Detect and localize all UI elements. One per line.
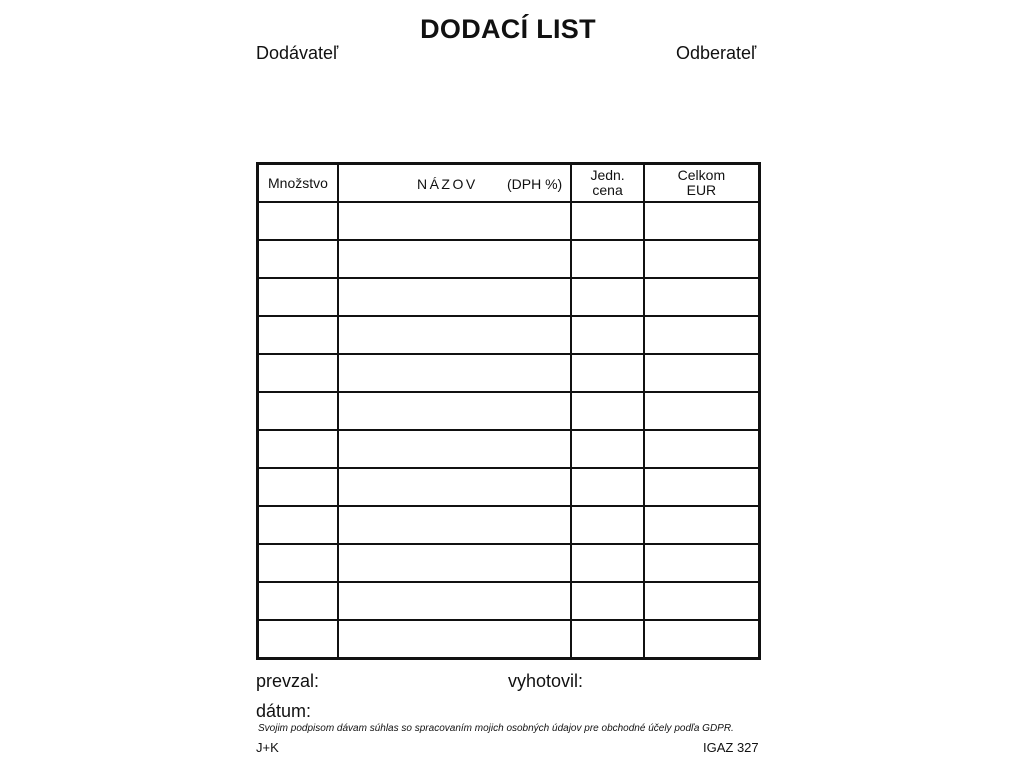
unit-price-cell bbox=[571, 278, 643, 316]
unit-price-cell bbox=[571, 354, 643, 392]
vat-header-label: (DPH %) bbox=[506, 176, 563, 192]
unit-price-cell bbox=[571, 582, 643, 620]
quantity-cell bbox=[258, 620, 338, 659]
name-cell bbox=[338, 392, 571, 430]
name-cell bbox=[338, 278, 571, 316]
total-header-line1: Celkom bbox=[677, 167, 726, 183]
unit-price-cell bbox=[571, 392, 643, 430]
unit-price-header bbox=[571, 164, 643, 203]
name-header bbox=[338, 164, 571, 203]
total-cell bbox=[644, 468, 760, 506]
unit-price-cell bbox=[571, 240, 643, 278]
quantity-cell bbox=[258, 316, 338, 354]
publisher-mark: J+K bbox=[256, 740, 279, 755]
unit-price-cell bbox=[571, 468, 643, 506]
quantity-cell bbox=[258, 202, 338, 240]
total-cell bbox=[644, 544, 760, 582]
form-code: IGAZ 327 bbox=[703, 740, 759, 755]
table-row bbox=[258, 468, 760, 506]
table-row bbox=[258, 202, 760, 240]
prepared-by-label: vyhotovil: bbox=[508, 671, 584, 691]
total-header bbox=[644, 164, 760, 203]
total-cell bbox=[644, 202, 760, 240]
quantity-cell bbox=[258, 392, 338, 430]
customer-label: Odberateľ bbox=[676, 43, 757, 63]
quantity-header: Množstvo bbox=[258, 164, 338, 203]
quantity-cell bbox=[258, 430, 338, 468]
total-cell bbox=[644, 392, 760, 430]
name-cell bbox=[338, 544, 571, 582]
unit-price-cell bbox=[571, 620, 643, 659]
table-row bbox=[258, 620, 760, 659]
total-header-line2: EUR bbox=[686, 182, 717, 198]
total-cell bbox=[644, 316, 760, 354]
quantity-cell bbox=[258, 544, 338, 582]
quantity-cell bbox=[258, 240, 338, 278]
gdpr-consent-text: Svojim podpisom dávam súhlas so spracovaním mojich osobných údajov pre obchodné účely podľa GDPR. bbox=[258, 723, 734, 734]
name-header-label: NÁZOV bbox=[416, 176, 478, 192]
received-by-label: prevzal: bbox=[256, 671, 320, 691]
table-header-row bbox=[258, 164, 760, 203]
table-row bbox=[258, 582, 760, 620]
name-cell bbox=[338, 430, 571, 468]
table-row bbox=[258, 278, 760, 316]
quantity-cell bbox=[258, 468, 338, 506]
quantity-cell bbox=[258, 278, 338, 316]
table-row bbox=[258, 392, 760, 430]
name-cell bbox=[338, 202, 571, 240]
table-row bbox=[258, 354, 760, 392]
name-cell bbox=[338, 240, 571, 278]
document-title: DODACÍ LIST bbox=[420, 14, 596, 44]
unit-price-cell bbox=[571, 316, 643, 354]
total-cell bbox=[644, 278, 760, 316]
table-row bbox=[258, 316, 760, 354]
table-row bbox=[258, 430, 760, 468]
name-cell bbox=[338, 354, 571, 392]
name-cell bbox=[338, 506, 571, 544]
quantity-cell bbox=[258, 582, 338, 620]
table-row bbox=[258, 506, 760, 544]
unit-price-cell bbox=[571, 202, 643, 240]
quantity-cell bbox=[258, 354, 338, 392]
unit-price-cell bbox=[571, 506, 643, 544]
date-label: dátum: bbox=[256, 701, 312, 721]
total-cell bbox=[644, 430, 760, 468]
table-row bbox=[258, 240, 760, 278]
total-cell bbox=[644, 354, 760, 392]
name-cell bbox=[338, 582, 571, 620]
name-cell bbox=[338, 316, 571, 354]
total-cell bbox=[644, 506, 760, 544]
items-table-body bbox=[258, 202, 760, 659]
table-row bbox=[258, 544, 760, 582]
supplier-label: Dodávateľ bbox=[256, 43, 339, 63]
unit-price-cell bbox=[571, 544, 643, 582]
name-cell bbox=[338, 468, 571, 506]
items-table bbox=[256, 162, 761, 660]
unit-price-cell bbox=[571, 430, 643, 468]
unit-price-header-line1: Jedn. bbox=[590, 167, 625, 183]
quantity-cell bbox=[258, 506, 338, 544]
total-cell bbox=[644, 582, 760, 620]
unit-price-header-line2: cena bbox=[592, 182, 623, 198]
total-cell bbox=[644, 240, 760, 278]
name-cell bbox=[338, 620, 571, 659]
total-cell bbox=[644, 620, 760, 659]
